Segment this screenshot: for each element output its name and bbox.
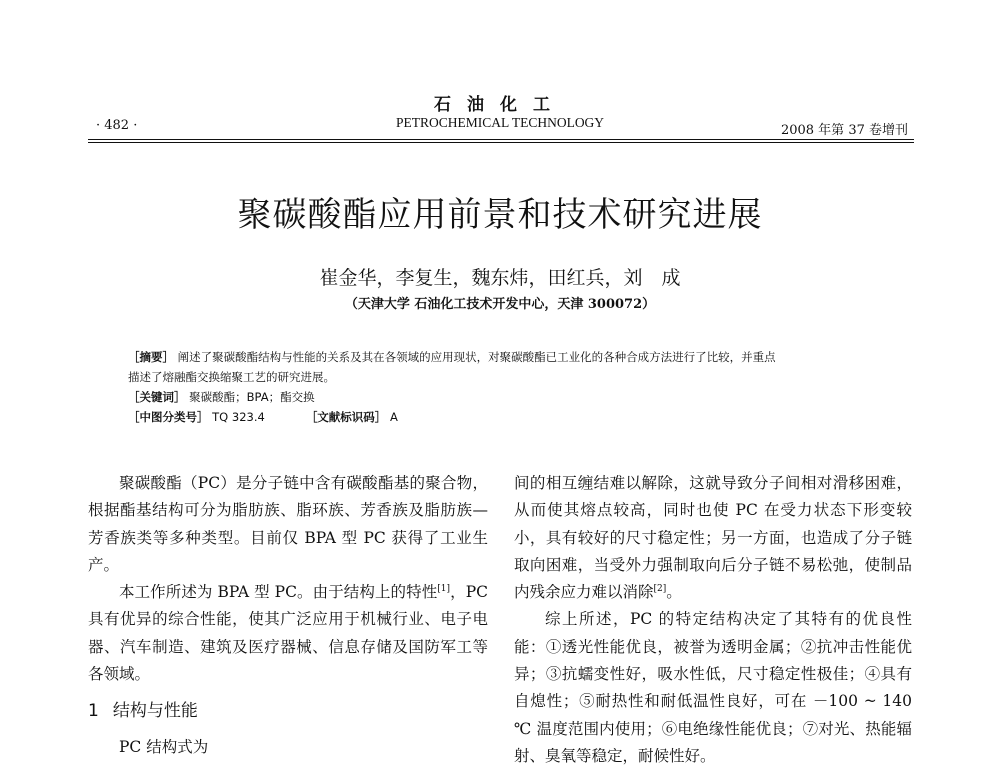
paragraph-intro: 聚碳酸酯（PC）是分子链中含有碳酸酯基的聚合物，根据酯基结构可分为脂肪族、脂环族、芳香族及脂肪族—芳香族类等多种类型。目前仅 BPA 型 PC 获得了工业生产。 xyxy=(88,474,488,574)
scope-text-before: 本工作所述为 BPA 型 PC。由于结构上的特性 xyxy=(119,583,438,602)
page-number: · 482 · xyxy=(96,118,138,133)
keywords-line xyxy=(128,387,888,407)
journal-title-en: PETROCHEMICAL TECHNOLOGY xyxy=(395,115,605,130)
section-title: 结构与性能 xyxy=(112,701,198,722)
abstract-label: ［摘要］ xyxy=(128,350,174,364)
doc-code: A xyxy=(389,410,398,424)
clc-label: ［中图分类号］ xyxy=(128,410,209,424)
issue-info: 2008 年第 37 卷增刊 xyxy=(780,123,908,138)
abstract-block xyxy=(128,347,888,427)
paragraph-entanglement xyxy=(514,470,912,606)
section-number: 1 xyxy=(88,701,99,722)
abstract-text-1: 阐述了聚碳酸酯结构与性能的关系及其在各领域的应用现状，对聚碳酸酯已工业化的各种合成方法进行了比较，并重点 xyxy=(177,350,776,364)
paragraph-structure: PC 结构式为 xyxy=(119,737,209,756)
citation-1: [1] xyxy=(437,584,451,595)
keywords-label: ［关键词］ xyxy=(128,390,186,404)
abstract-line-2 xyxy=(128,367,888,387)
keywords-text: 聚碳酸酯；BPA；酯交换 xyxy=(189,390,315,404)
author-list: 崔金华，李复生，魏东炜，田红兵，刘 成 xyxy=(319,267,681,289)
left-column xyxy=(88,470,488,761)
paragraph-scope xyxy=(88,579,488,688)
header-rule-thin xyxy=(88,142,914,143)
right-column xyxy=(514,470,912,770)
header-rule xyxy=(88,139,914,140)
abstract-line-1 xyxy=(128,347,888,367)
article-title: 聚碳酸酯应用前景和技术研究进展 xyxy=(237,195,763,235)
scope-text-after: ，PC 具有优异的综合性能，使其广泛应用于机械行业、电子电器、汽车制造、建筑及医疗器械、信息存储及国防军工等各领域。 xyxy=(88,583,488,684)
classification-line xyxy=(128,407,888,427)
affiliation: （天津大学 石油化工技术开发中心，天津 300072） xyxy=(344,297,656,312)
section-heading xyxy=(88,698,488,725)
abstract-text-2: 描述了熔融酯交换缩聚工艺的研究进展。 xyxy=(128,370,335,384)
clc-code: TQ 323.4 xyxy=(212,410,265,424)
entanglement-text: 间的相互缠结难以解除，这就导致分子间相对滑移困难，从而使其熔点较高，同时也使 PC 在受力状态下形变较小，具有较好的尺寸稳定性；另一方面，也造成了分子链取向困难，当受外力强制取向后分子链不易松弛，使制品内残余应力难以消除 xyxy=(514,474,912,602)
doc-code-label: ［文献标识码］ xyxy=(305,410,387,424)
journal-title-cn: 石油化工 xyxy=(434,95,566,115)
paragraph-properties: 综上所述，PC 的特定结构决定了其特有的优良性能：①透光性能优良，被誉为透明金属；②抗冲击性能优异；③抗蠕变性好，吸水性低，尺寸稳定性极佳；④具有自熄性；⑤耐热性和耐低温性良好，可在 －100 ~ 140 ℃ 温度范围内使用；⑥电绝缘性能优良；⑦对光、热能辐射、臭氧等稳定，耐候性好。 xyxy=(514,610,912,765)
entanglement-end: 。 xyxy=(666,583,682,602)
citation-2: [2] xyxy=(653,584,667,595)
